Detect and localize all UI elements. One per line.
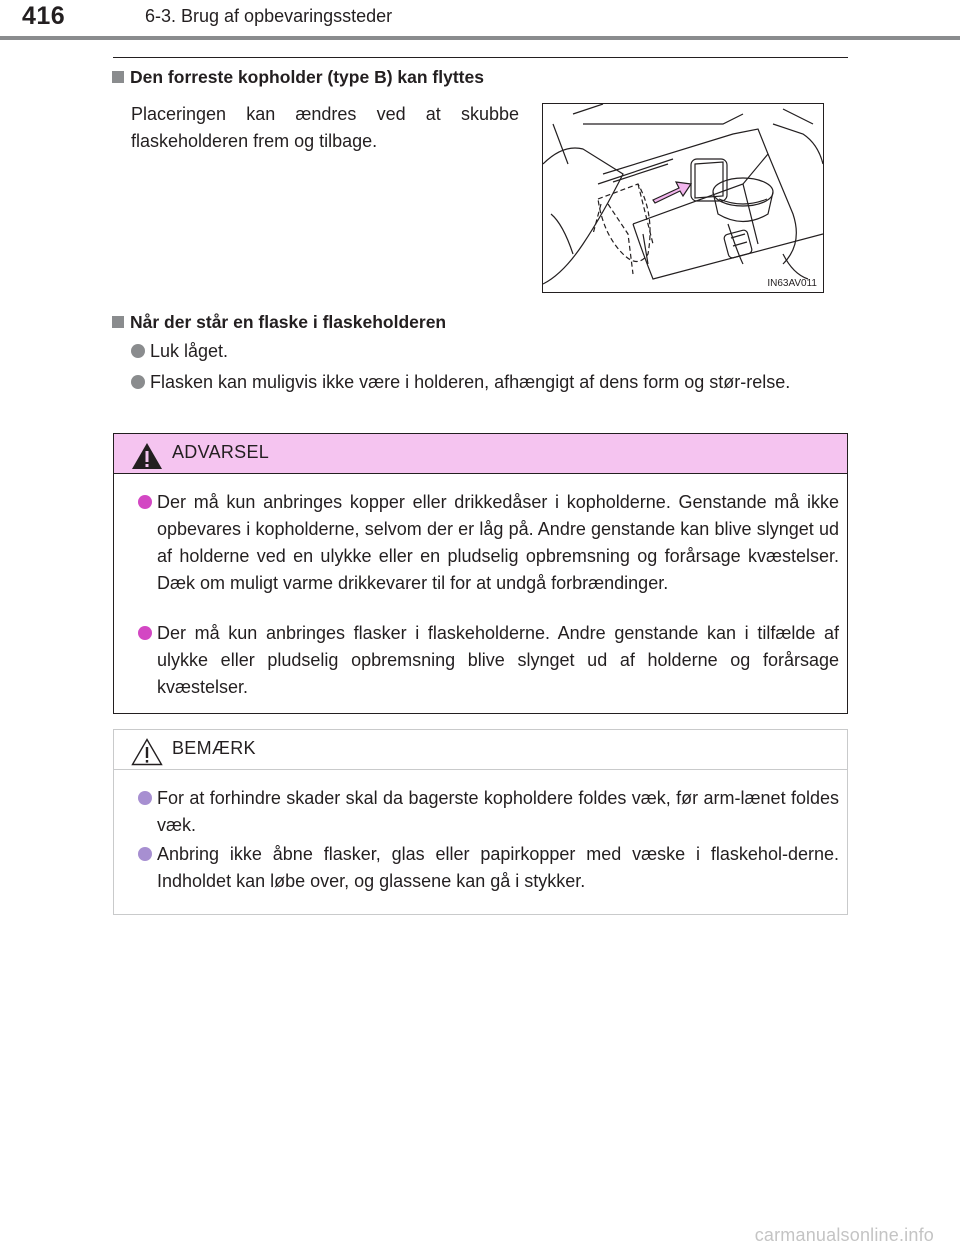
list-item [157,785,839,839]
section-heading-movable-cupholder [112,67,484,88]
section-heading-text: Når der står en flaske i flaskeholderen [130,312,447,332]
header-rule [0,36,960,40]
bullet-dot-icon [131,375,145,389]
note-box [113,729,848,915]
bullet-dot-icon [138,626,152,640]
list-item-text: Der må kun anbringes kopper eller drikkedåser i kopholderne. Genstande må ikke opbevares i kopholderne, selvom der er låg på. Andre genstande kan blive slynget ud af holderne ved en ulykke eller en pludselig opbremsning og forårsage kvæstelser. Dæk om muligt varme drikkevarer til for at undgå forbrændinger. [157,492,839,593]
watermark: carmanualsonline.info [754,1225,934,1245]
section-square-icon [112,71,124,83]
bullet-dot-icon [131,344,145,358]
list-item-text: For at forhindre skader skal da bagerste kopholdere foldes væk, før arm-lænet foldes væk. [157,788,839,835]
cupholder-drawing [543,104,823,292]
list-item [157,620,839,701]
section-heading-bottle-holder [112,312,446,333]
content-top-rule [113,57,848,58]
section-title: 6-3. Brug af opbevaringssteder [145,6,393,26]
illustration-code: IN63AV011 [767,278,817,289]
section1-paragraph [131,101,519,155]
section1-line2: flaskeholderen frem og tilbage. [131,131,378,151]
bullet-dot-icon [138,791,152,805]
list-item [157,841,839,895]
section1-line1: Placeringen kan ændres ved at skubbe [131,104,519,124]
cupholder-illustration [542,103,824,293]
list-item [150,338,846,365]
bullet-dot-icon [138,495,152,509]
bullet-dot-icon [138,847,152,861]
caution-triangle-icon [131,738,163,766]
list-item-text: Anbring ikke åbne flasker, glas eller papirkopper med væske i flaskehol-derne. Indholdet kan løbe over, og glassene kan gå i stykker. [157,844,839,891]
list-item [150,369,846,396]
page-number: 416 [22,2,66,30]
list-item-text: Luk låget. [150,341,229,361]
note-header [114,730,847,770]
warning-header [114,434,847,474]
list-item-text: Flasken kan muligvis ikke være i holderen, afhængigt af dens form og stør-relse. [150,372,791,392]
warning-box [113,433,848,714]
note-label: BEMÆRK [172,738,256,758]
warning-triangle-icon [131,442,163,470]
section-square-icon [112,316,124,328]
warning-label: ADVARSEL [172,442,270,462]
section-heading-text: Den forreste kopholder (type B) kan flyttes [130,67,484,87]
list-item-text: Der må kun anbringes flasker i flaskeholderne. Andre genstande kan i tilfælde af ulykke eller pludselig opbremsning blive slynget ud af holderne og forårsage kvæstelser. [157,623,839,697]
list-item [157,489,839,597]
